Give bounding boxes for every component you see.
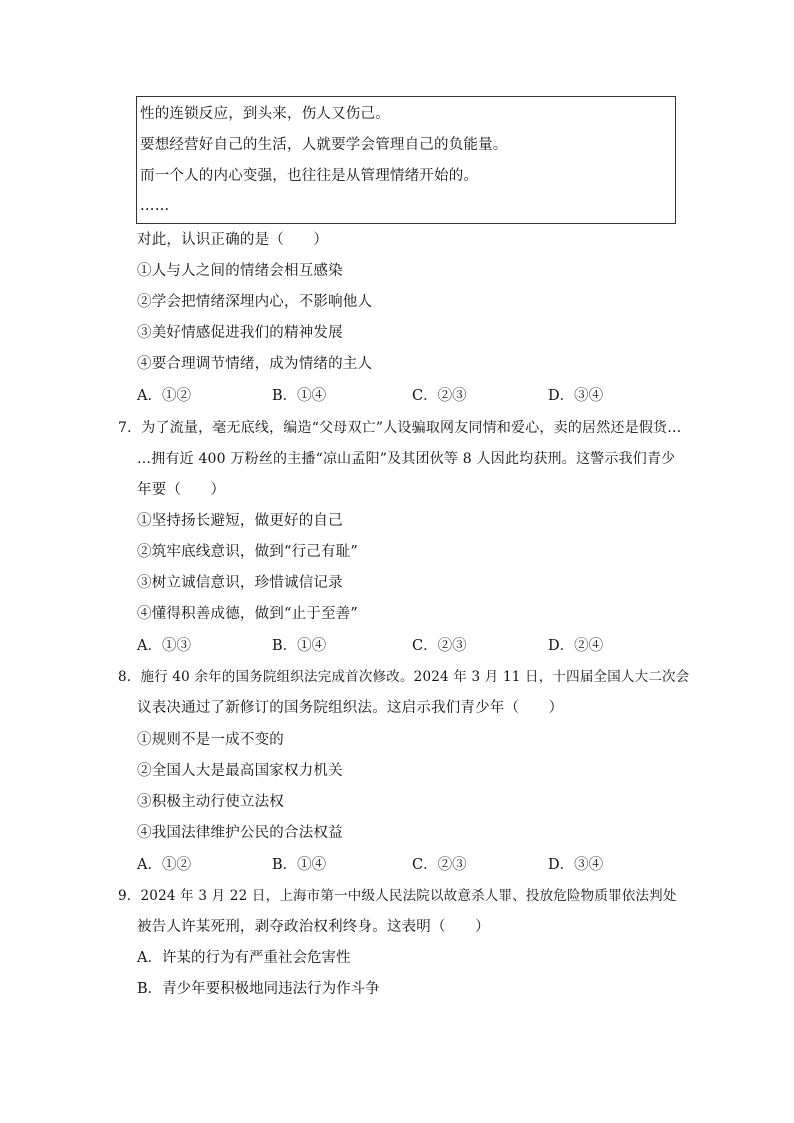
q8-option-b: B．①④ [272,857,327,873]
q9-option-a: A．许某的行为有严重社会危害性 [137,950,351,966]
q7-statement: ②筑牢底线意识，做到“行己有耻” [137,544,359,560]
passage-line: 性的连锁反应，到头来，伤人又伤己。 [140,106,390,122]
passage-line: …… [140,198,170,214]
q8-option-c: C．②③ [412,857,467,873]
q9-stem-line: 9．2024 年 3 月 22 日，上海市第一中级人民法院以故意杀人罪、投放危险物质罪依法判处 [118,888,677,904]
q8-stem-line: 议表决通过了新修订的国务院组织法。这启示我们青少年（ ） [137,700,564,716]
q6-option-d: D．③④ [548,388,604,404]
q8-statement: ③积极主动行使立法权 [137,794,284,810]
q7-statement: ①坚持扬长避短，做更好的自己 [137,513,343,529]
passage-line: 要想经营好自己的生活，人就要学会管理自己的负能量。 [140,137,508,153]
q8-statement: ①规则不是一成不变的 [137,732,284,748]
passage-line: 而一个人的内心变强，也往往是从管理情绪开始的。 [140,168,479,184]
q7-option-d: D．②④ [548,638,604,654]
q6-option-b: B．①④ [272,388,327,404]
q7-statement: ④懂得积善成德，做到“止于至善” [137,606,359,622]
q7-stem-line: 7．为了流量，毫无底线，编造“父母双亡”人设骗取网友同情和爱心，卖的居然还是假货… [118,420,682,436]
q6-option-a: A．①② [137,388,191,404]
q7-statement: ③树立诚信意识，珍惜诚信记录 [137,575,343,591]
q8-stem-line: 8．施行 40 余年的国务院组织法完成首次修改。2024 年 3 月 11 日，十四届全国人大二次会 [118,669,690,685]
q6-option-c: C．②③ [412,388,467,404]
q6-statement: ②学会把情绪深埋内心，不影响他人 [137,294,373,310]
q7-option-a: A．①③ [137,638,191,654]
q8-statement: ②全国人大是最高国家权力机关 [137,763,343,779]
q8-option-a: A．①② [137,857,191,873]
q6-statement: ③美好情感促进我们的精神发展 [137,325,343,341]
q9-stem-line: 被告人许某死刑，剥夺政治权利终身。这表明（ ） [137,919,490,935]
q6-statement: ①人与人之间的情绪会相互感染 [137,263,343,279]
q8-statement: ④我国法律维护公民的合法权益 [137,825,343,841]
q9-option-b: B．青少年要积极地同违法行为作斗争 [137,981,380,997]
q7-option-b: B．①④ [272,638,327,654]
q7-option-c: C．②③ [412,638,467,654]
q6-stem: 对此，认识正确的是（ ） [137,232,329,248]
q7-stem-line: …拥有近 400 万粉丝的主播“凉山孟阳”及其团伙等 8 人因此均获刑。这警示我们青少 [137,451,676,467]
q6-statement: ④要合理调节情绪，成为情绪的主人 [137,356,373,372]
q8-option-d: D．③④ [548,857,604,873]
q7-stem-line: 年要（ ） [137,482,226,498]
